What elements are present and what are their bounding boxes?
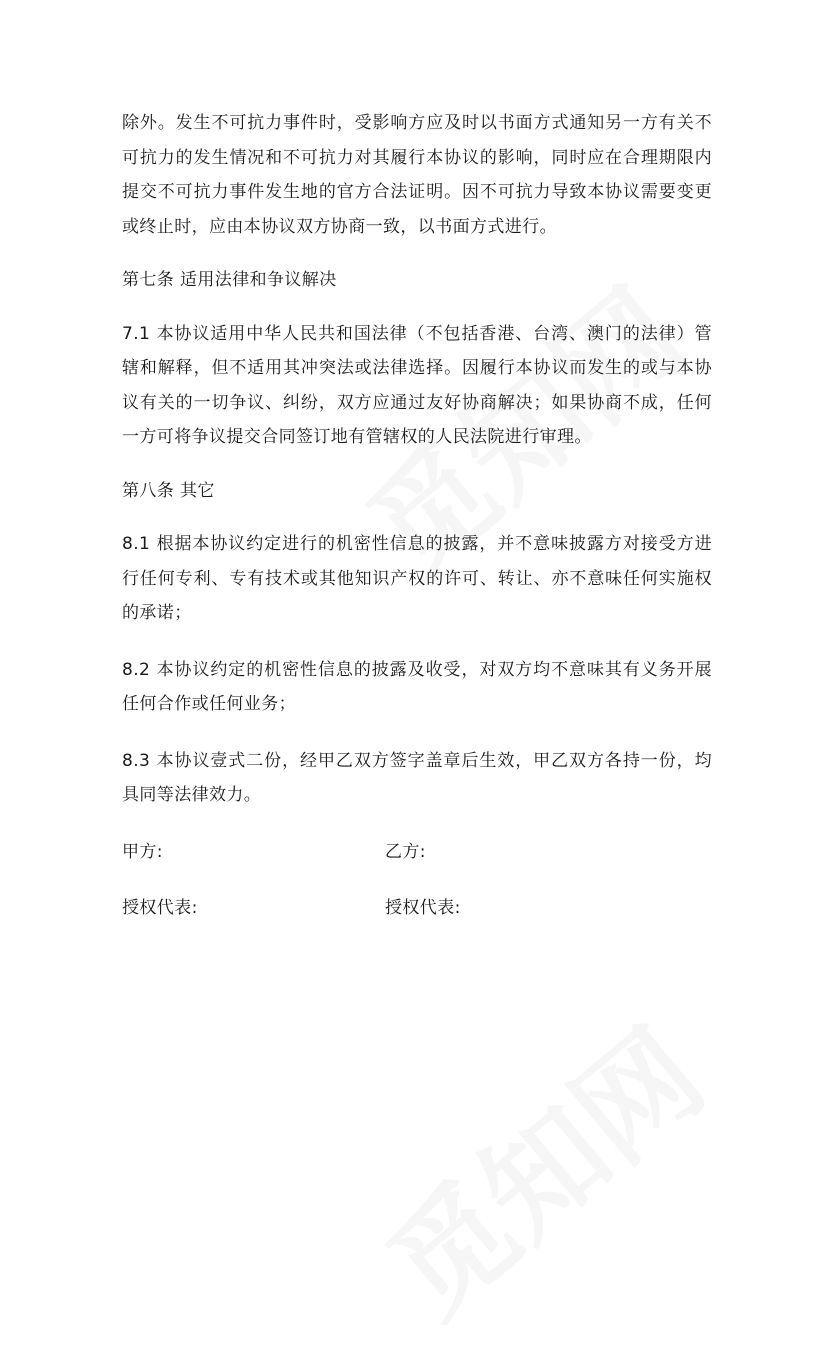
- party-a-label: 甲方:: [122, 841, 163, 862]
- party-b-representative-label: 授权代表:: [385, 898, 461, 918]
- article-8-heading: 第八条 其它: [122, 480, 215, 501]
- party-b-label: 乙方:: [385, 841, 426, 862]
- party-a-representative-label: 授权代表:: [122, 898, 198, 918]
- document-body: [122, 106, 712, 926]
- clause-7-1: 7.1 本协议适用中华人民共和国法律（不包括香港、台湾、澳门的法律）管辖和解释，但不适用其冲突法或法律选择。因履行本协议而发生的或与本协议有关的一切争议、纠纷，双方应通过友好协商解决；如果协商不成，任何一方可将争议提交合同签订地有管辖权的人民法院进行审理。: [122, 323, 712, 447]
- article-7-heading: 第七条 适用法律和争议解决: [122, 270, 337, 290]
- clause-8-1: 8.1 根据本协议约定进行的机密性信息的披露，并不意味披露方对接受方进行任何专利、专有技术或其他知识产权的许可、转让、亦不意味任何实施权的承诺；: [122, 534, 712, 623]
- clause-8-3: 8.3 本协议壹式二份，经甲乙双方签字盖章后生效，甲乙双方各持一份，均具同等法律效力。: [122, 750, 712, 805]
- watermark: [347, 984, 733, 1347]
- signature-party-row: [122, 835, 712, 870]
- clause-8-2: 8.2 本协议约定的机密性信息的披露及收受，对双方均不意味其有义务开展任何合作或任何业务；: [122, 659, 712, 714]
- signature-representative-row: [122, 891, 712, 926]
- paragraph-force-majeure: 除外。发生不可抗力事件时，受影响方应及时以书面方式通知另一方有关不可抗力的发生情况和不可抗力对其履行本协议的影响，同时应在合理期限内提交不可抗力事件发生地的官方合法证明。因不可抗力导致本协议需要变更或终止时，应由本协议双方协商一致，以书面方式进行。: [122, 113, 712, 237]
